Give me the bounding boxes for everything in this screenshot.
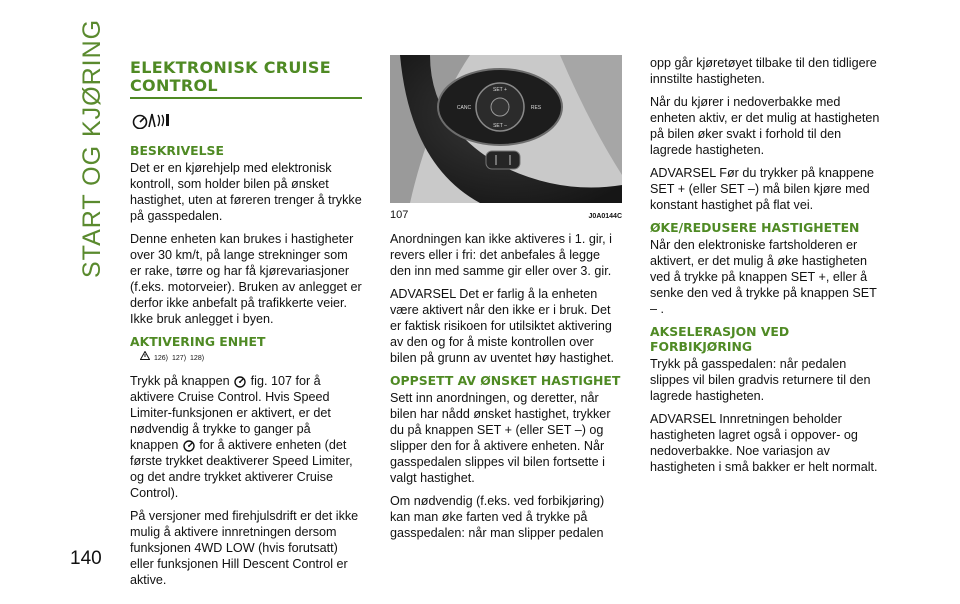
paragraph: Denne enheten kan brukes i hastigheter over 30 km/t, på lange strekninger som er rake, tørre og har få kjørevariasjoner (f.eks. motorveier). Bruken av anlegget er derfor ikke anbefalt på trafikkerte veier. Ikke bruk anlegget i byen.: [130, 232, 362, 326]
section-heading-oppsett: OPPSETT AV ØNSKET HASTIGHET: [390, 373, 621, 388]
figure-code: J0A0144C: [588, 213, 622, 220]
paragraph: Om nødvendig (f.eks. ved forbikjøring) kan man øke farten ved å trykke på gasspedalen: når man slipper pedalen: [390, 494, 605, 540]
figure-caption: [390, 207, 622, 225]
set-minus-label: SET –: [493, 123, 507, 129]
set-plus-label: SET +: [493, 87, 507, 93]
reference-number: 127): [172, 355, 187, 362]
column-1: [130, 55, 362, 595]
text-run: fig. 107 for å aktivere Cruise Control. Hvis Speed Limiter-funksjonen er aktivert, er det nødvendig å trykke to ganger på knappen: [130, 374, 331, 452]
paragraph: [130, 373, 362, 501]
cruise-control-symbol-icon: [132, 111, 362, 133]
title-divider: [130, 97, 362, 99]
cruise-button-icon: [182, 438, 196, 452]
section-heading-aktivering: AKTIVERING ENHET: [130, 334, 266, 349]
paragraph: Anordningen kan ikke aktiveres i 1. gir, i revers eller i fri: det anbefales å legge den inn med samme gir eller over 3. gir.: [390, 232, 612, 278]
page-title: ELEKTRONISK CRUISE CONTROL: [130, 58, 331, 95]
paragraph: Trykk på gasspedalen: når pedalen slippes vil bilen gradvis returnere til den lagrede hastigheten.: [650, 357, 871, 403]
res-label: RES: [530, 105, 542, 111]
reference-number: 128): [190, 355, 205, 362]
paragraph: ADVARSEL Før du trykker på knappene SET + (eller SET –) må bilen kjøre med konstant hastighet på flat vei.: [650, 166, 874, 212]
reference-number: 126): [154, 355, 169, 362]
column-2: [390, 55, 622, 548]
paragraph: Når du kjører i nedoverbakke med enheten aktiv, er det mulig at hastigheten på bilen øker svakt i forhold til den lagrede hastigheten.: [650, 95, 880, 157]
section-heading-oke: ØKE/REDUSERE HASTIGHETEN: [650, 220, 860, 235]
paragraph: ADVARSEL Det er farlig å la enheten være aktivert når den ikke er i bruk. Det er faktisk risikoen for utilsiktet aktivering av den og for å miste kontrollen over bilen på grunn av uventet høy hastighet.: [390, 287, 615, 365]
paragraph: Sett inn anordningen, og deretter, når bilen har nådd ønsket hastighet, trykker du på knappen SET + (eller SET –) og slipper den for å aktivere enheten. Når gasspedalen slippes vil bilen fortsette i valgt hastighet.: [390, 391, 611, 485]
cruise-button-icon: [233, 374, 247, 388]
paragraph: ADVARSEL Innretningen beholder hastigheten lagret også i oppover- og nedoverbakke. Noe variasjon av hastigheten i små bakker er helt normalt.: [650, 412, 878, 474]
paragraph: På versjoner med firehjulsdrift er det ikke mulig å aktivere innretningen dersom funksjonen 4WD LOW (hvis forutsatt) eller funksjonen Hill Descent Control er aktive.: [130, 509, 359, 587]
side-title-text: START OG KJØRING: [78, 18, 106, 278]
figure-image-steering-wheel: [390, 55, 622, 203]
paragraph: opp går kjøretøyet tilbake til den tidligere innstilte hastigheten.: [650, 56, 877, 86]
text-run: for å aktivere enheten (det første trykket deaktiverer Speed Limiter, og det andre trykket aktiverer Cruise Control).: [130, 438, 353, 500]
canc-label: CANC: [456, 105, 472, 111]
section-side-title: [78, 10, 108, 290]
figure-number: 107: [390, 209, 409, 221]
section-heading-beskrivelse: BESKRIVELSE: [130, 143, 224, 158]
column-3: [650, 55, 882, 482]
paragraph: Det er en kjørehjelp med elektronisk kontroll, som holder bilen på ønsket hastighet, uten at føreren trenger å trykke på gasspedalen.: [130, 161, 362, 223]
paragraph: Når den elektroniske fartsholderen er aktivert, er det mulig å øke hastigheten ved å trykke på knappen SET +, eller å senke den ved å trykke på knappen SET – .: [650, 238, 877, 316]
warning-references: [140, 351, 362, 367]
warning-triangle-icon: [140, 351, 150, 367]
text-run: Trykk på knappen: [130, 374, 230, 388]
section-heading-akselerasjon: AKSELERASJON VED FORBIKJØRING: [650, 324, 790, 354]
page-number: 140: [70, 548, 102, 569]
